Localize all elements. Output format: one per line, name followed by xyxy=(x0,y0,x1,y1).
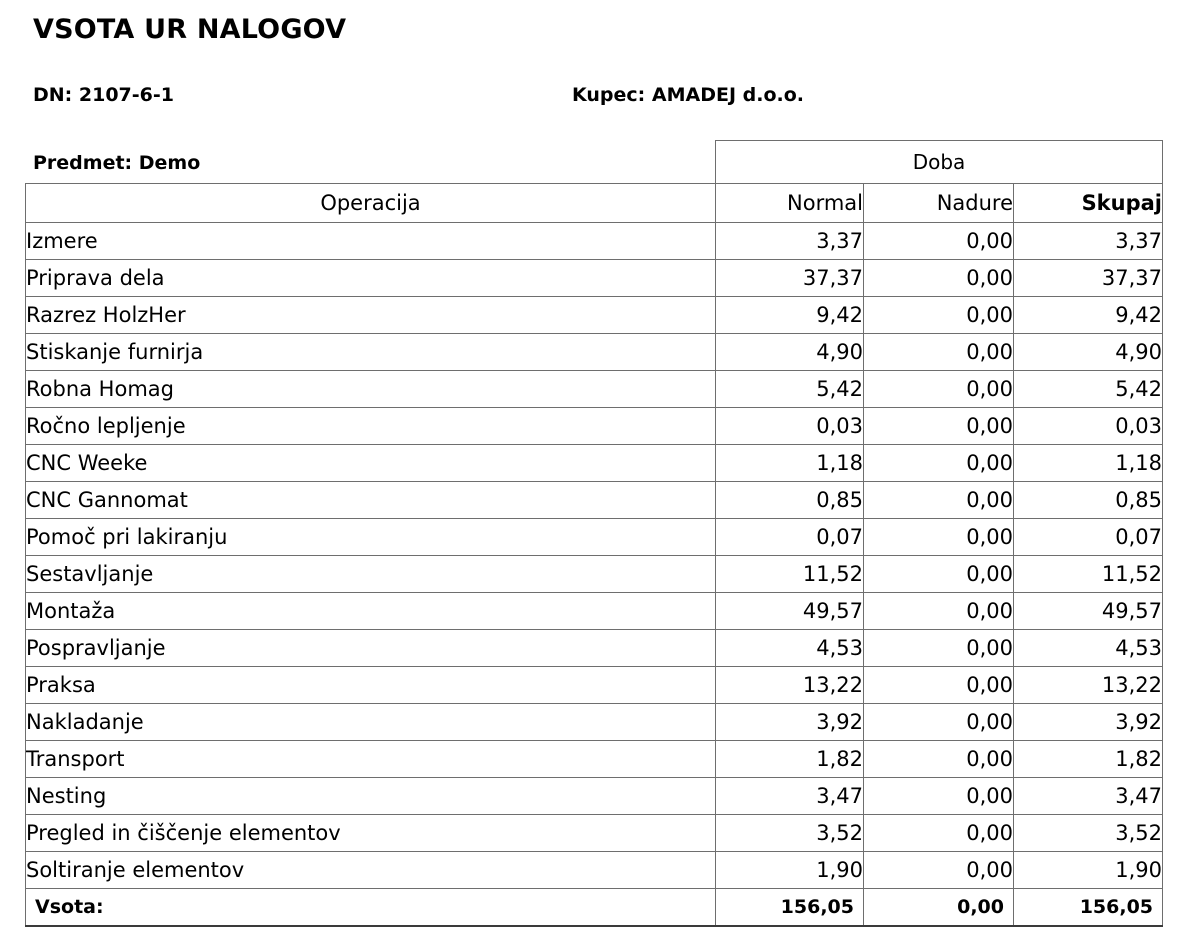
table-row xyxy=(26,704,1163,741)
cell-operation: Stiskanje furnirja xyxy=(26,334,716,371)
cell-nadure: 0,00 xyxy=(864,445,1014,482)
cell-operation: Robna Homag xyxy=(26,371,716,408)
header-corner-spacer xyxy=(26,141,716,184)
table-row xyxy=(26,445,1163,482)
cell-normal: 3,92 xyxy=(716,704,864,741)
cell-operation: Nakladanje xyxy=(26,704,716,741)
cell-normal: 11,52 xyxy=(716,556,864,593)
cell-operation: Montaža xyxy=(26,593,716,630)
table-row xyxy=(26,556,1163,593)
cell-skupaj: 3,92 xyxy=(1014,704,1163,741)
cell-nadure: 0,00 xyxy=(864,741,1014,778)
cell-nadure: 0,00 xyxy=(864,482,1014,519)
column-header-normal: Normal xyxy=(716,184,864,223)
cell-nadure: 0,00 xyxy=(864,630,1014,667)
cell-normal: 3,37 xyxy=(716,223,864,260)
table-row xyxy=(26,297,1163,334)
cell-nadure: 0,00 xyxy=(864,667,1014,704)
table-row xyxy=(26,741,1163,778)
cell-skupaj: 3,37 xyxy=(1014,223,1163,260)
cell-normal: 13,22 xyxy=(716,667,864,704)
table-row xyxy=(26,778,1163,815)
cell-operation: Nesting xyxy=(26,778,716,815)
subject-label: Predmet: Demo xyxy=(33,152,201,174)
table-header-group-row xyxy=(26,141,1163,184)
cell-skupaj: 5,42 xyxy=(1014,371,1163,408)
cell-normal: 4,53 xyxy=(716,630,864,667)
cell-normal: 0,85 xyxy=(716,482,864,519)
table-row xyxy=(26,593,1163,630)
table-row xyxy=(26,852,1163,889)
cell-skupaj: 1,18 xyxy=(1014,445,1163,482)
cell-operation: Soltiranje elementov xyxy=(26,852,716,889)
table-header xyxy=(26,141,1163,223)
table-row xyxy=(26,667,1163,704)
cell-skupaj: 13,22 xyxy=(1014,667,1163,704)
cell-normal: 37,37 xyxy=(716,260,864,297)
column-header-operacija: Operacija xyxy=(26,184,716,223)
cell-skupaj: 3,52 xyxy=(1014,815,1163,852)
cell-nadure: 0,00 xyxy=(864,223,1014,260)
cell-operation: CNC Weeke xyxy=(26,445,716,482)
column-header-nadure: Nadure xyxy=(864,184,1014,223)
cell-nadure: 0,00 xyxy=(864,852,1014,889)
cell-skupaj: 37,37 xyxy=(1014,260,1163,297)
table-row xyxy=(26,630,1163,667)
cell-operation: Transport xyxy=(26,741,716,778)
cell-nadure: 0,00 xyxy=(864,297,1014,334)
table-row xyxy=(26,260,1163,297)
cell-skupaj: 0,07 xyxy=(1014,519,1163,556)
cell-operation: Sestavljanje xyxy=(26,556,716,593)
table-row xyxy=(26,815,1163,852)
cell-operation: Ročno lepljenje xyxy=(26,408,716,445)
cell-nadure: 0,00 xyxy=(864,260,1014,297)
cell-nadure: 0,00 xyxy=(864,334,1014,371)
cell-skupaj: 0,85 xyxy=(1014,482,1163,519)
cell-normal: 9,42 xyxy=(716,297,864,334)
table-footer xyxy=(26,889,1163,927)
cell-skupaj: 4,90 xyxy=(1014,334,1163,371)
table-row xyxy=(26,223,1163,260)
cell-operation: CNC Gannomat xyxy=(26,482,716,519)
cell-nadure: 0,00 xyxy=(864,704,1014,741)
total-nadure: 0,00 xyxy=(864,889,1014,927)
cell-skupaj: 49,57 xyxy=(1014,593,1163,630)
customer-label: Kupec: AMADEJ d.o.o. xyxy=(572,84,804,106)
cell-skupaj: 0,03 xyxy=(1014,408,1163,445)
table-header-column-row xyxy=(26,184,1163,223)
cell-skupaj: 3,47 xyxy=(1014,778,1163,815)
hours-summary-table xyxy=(25,140,1163,927)
cell-nadure: 0,00 xyxy=(864,371,1014,408)
cell-skupaj: 1,90 xyxy=(1014,852,1163,889)
cell-normal: 0,03 xyxy=(716,408,864,445)
cell-operation: Pregled in čiščenje elementov xyxy=(26,815,716,852)
cell-skupaj: 9,42 xyxy=(1014,297,1163,334)
total-skupaj: 156,05 xyxy=(1014,889,1163,927)
table-row xyxy=(26,519,1163,556)
table-row xyxy=(26,408,1163,445)
cell-skupaj: 1,82 xyxy=(1014,741,1163,778)
cell-skupaj: 4,53 xyxy=(1014,630,1163,667)
table-row xyxy=(26,371,1163,408)
cell-nadure: 0,00 xyxy=(864,815,1014,852)
cell-nadure: 0,00 xyxy=(864,556,1014,593)
cell-normal: 5,42 xyxy=(716,371,864,408)
column-header-skupaj: Skupaj xyxy=(1014,184,1163,223)
cell-operation: Razrez HolzHer xyxy=(26,297,716,334)
cell-nadure: 0,00 xyxy=(864,778,1014,815)
table-row xyxy=(26,482,1163,519)
cell-operation: Pomoč pri lakiranju xyxy=(26,519,716,556)
cell-operation: Pospravljanje xyxy=(26,630,716,667)
cell-nadure: 0,00 xyxy=(864,593,1014,630)
cell-normal: 1,90 xyxy=(716,852,864,889)
cell-normal: 3,47 xyxy=(716,778,864,815)
cell-normal: 4,90 xyxy=(716,334,864,371)
cell-skupaj: 11,52 xyxy=(1014,556,1163,593)
table-body xyxy=(26,223,1163,889)
table-total-row xyxy=(26,889,1163,927)
cell-normal: 1,18 xyxy=(716,445,864,482)
cell-nadure: 0,00 xyxy=(864,408,1014,445)
cell-operation: Praksa xyxy=(26,667,716,704)
column-group-header-doba: Doba xyxy=(716,141,1163,184)
total-label: Vsota: xyxy=(26,889,716,927)
cell-normal: 49,57 xyxy=(716,593,864,630)
cell-normal: 3,52 xyxy=(716,815,864,852)
table-row xyxy=(26,334,1163,371)
cell-normal: 1,82 xyxy=(716,741,864,778)
cell-operation: Priprava dela xyxy=(26,260,716,297)
page-title: VSOTA UR NALOGOV xyxy=(33,14,347,45)
order-number-label: DN: 2107-6-1 xyxy=(33,84,174,106)
cell-normal: 0,07 xyxy=(716,519,864,556)
cell-operation: Izmere xyxy=(26,223,716,260)
cell-nadure: 0,00 xyxy=(864,519,1014,556)
total-normal: 156,05 xyxy=(716,889,864,927)
